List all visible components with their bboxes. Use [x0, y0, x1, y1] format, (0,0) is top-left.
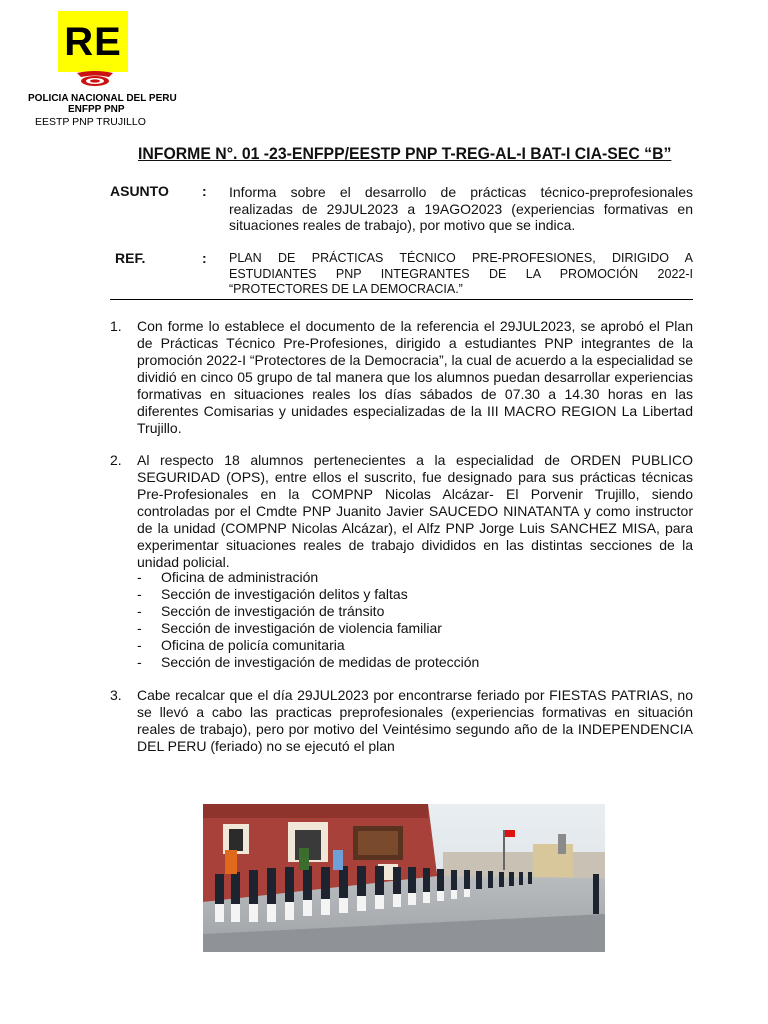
- section-divider: [110, 299, 693, 300]
- asunto-text: Informa sobre el desarrollo de prácticas técnico-preprofesionales realizadas de 29JUL2023 a 19AGO2023 (experiencias formativas en situaciones reales de trabajo), por motivo que se indica.: [229, 184, 693, 233]
- ref-text: PLAN DE PRÁCTICAS TÉCNICO PRE-PROFESIONES, DIRIGIDO A ESTUDIANTES PNP INTEGRANTES DE LA PROMOCIÓN 2022-I “PROTECTORES DE LA DEMOCRACIA.”: [229, 251, 693, 296]
- list-item-text: Sección de investigación delitos y faltas: [161, 586, 408, 602]
- item-number: 1.: [110, 318, 122, 334]
- item-paragraph: Cabe recalcar que el día 29JUL2023 por encontrarse feriado por FIESTAS PATRIAS, no se llevó a cabo las practicas preprofesionales (experiencias formativas en situación reales de trabajo), pero por motivo del Veintésimo segundo año de la INDEPENDENCIA DEL PERU (feriado) no se ejecutó el plan: [137, 687, 693, 754]
- item-number: 3.: [110, 687, 122, 703]
- list-item: [137, 586, 693, 603]
- logo-text: RE: [64, 19, 122, 64]
- asunto-label: ASUNTO: [110, 183, 169, 199]
- list-item: [137, 620, 693, 637]
- bullet-marker: -: [137, 620, 142, 636]
- ref-colon: :: [202, 250, 207, 266]
- list-item-text: Sección de investigación de medidas de protección: [161, 654, 480, 670]
- institution-logo: [58, 11, 128, 72]
- list-item: [137, 637, 693, 654]
- org-unit: ENFPP PNP: [68, 104, 125, 115]
- emblem-icon: [73, 71, 117, 87]
- bullet-marker: -: [137, 654, 142, 670]
- bullet-marker: -: [137, 637, 142, 653]
- bullet-marker: -: [137, 603, 142, 619]
- sections-list: [137, 569, 693, 671]
- org-school: EESTP PNP TRUJILLO: [35, 116, 146, 128]
- item-paragraph: Con forme lo establece el documento de la referencia el 29JUL2023, se aprobó el Plan de Prácticas Técnico Pre-Profesiones, dirigido a estudiantes PNP integrantes de la promoción 2022-I “Protectores de la Democracia”, la cual de acuerdo a la especialidad se dividió en cinco 05 grupo de tal manera que los alumnos puedan desarrollar experiencias formativas en situaciones reales los días sábados de 07.30 a 14.30 horas en las diferentes Comisarias y unidades especializadas de la III MACRO REGION La Libertad Trujillo.: [137, 318, 693, 436]
- asunto-colon: :: [202, 183, 207, 199]
- report-title: INFORME N°. 01 -23-ENFPP/EESTP PNP T-REG-AL-I BAT-I CIA-SEC “B”: [138, 144, 672, 163]
- list-item-text: Oficina de policía comunitaria: [161, 637, 345, 653]
- item-number: 2.: [110, 452, 122, 468]
- bullet-marker: -: [137, 586, 142, 602]
- item-paragraph: Al respecto 18 alumnos pertenecientes a la especialidad de ORDEN PUBLICO SEGURIDAD (OPS), entre ellos el suscrito, fue designado para sus prácticas técnicas Pre-Profesionales en la COMPNP Nicolas Alcázar- El Porvenir Trujillo, siendo controladas por el Cmdte PNP Juanito Javier SAUCEDO NINATANTA y como instructor de la unidad (COMPNP Nicolas Alcázar), el Alfz PNP Jorge Luis SANCHEZ MISA, para experimentar situaciones reales de trabajo divididos en las distintas secciones de la unidad policial.: [137, 452, 693, 570]
- bullet-marker: -: [137, 569, 142, 585]
- list-item: [137, 569, 693, 586]
- org-name: POLICIA NACIONAL DEL PERU: [28, 93, 177, 104]
- list-item-text: Sección de investigación de tránsito: [161, 603, 385, 619]
- list-item: [137, 654, 693, 671]
- ref-label: REF.: [115, 250, 146, 266]
- parade-photo: [203, 804, 605, 952]
- list-item-text: Oficina de administración: [161, 569, 319, 585]
- list-item-text: Sección de investigación de violencia familiar: [161, 620, 442, 636]
- list-item: [137, 603, 693, 620]
